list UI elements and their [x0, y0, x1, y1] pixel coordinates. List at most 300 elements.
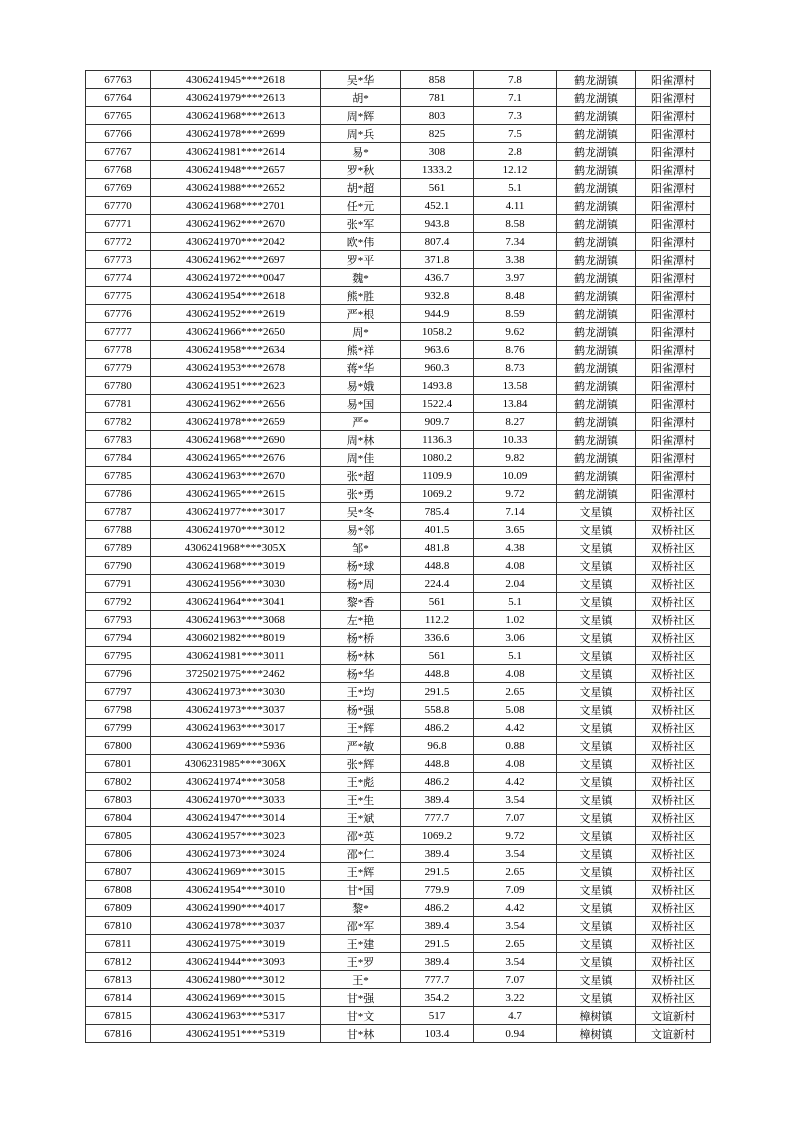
cell-no: 67809	[86, 899, 151, 917]
cell-amount2: 4.08	[474, 665, 557, 683]
cell-amount: 96.8	[401, 737, 474, 755]
cell-town: 文星镇	[557, 935, 636, 953]
table-row	[86, 575, 711, 593]
cell-name: 胡*超	[321, 179, 401, 197]
cell-amount2: 13.84	[474, 395, 557, 413]
cell-village: 双桥社区	[636, 629, 711, 647]
cell-id: 4306241956****3030	[151, 575, 321, 593]
cell-town: 文星镇	[557, 503, 636, 521]
cell-town: 鹤龙湖镇	[557, 359, 636, 377]
cell-no: 67776	[86, 305, 151, 323]
cell-id: 4306241972****0047	[151, 269, 321, 287]
cell-no: 67792	[86, 593, 151, 611]
cell-no: 67811	[86, 935, 151, 953]
cell-name: 吴*冬	[321, 503, 401, 521]
cell-id: 4306241988****2652	[151, 179, 321, 197]
cell-id: 4306241965****2615	[151, 485, 321, 503]
cell-id: 4306241979****2613	[151, 89, 321, 107]
cell-village: 阳雀潭村	[636, 341, 711, 359]
cell-town: 文星镇	[557, 989, 636, 1007]
cell-town: 鹤龙湖镇	[557, 269, 636, 287]
cell-amount: 389.4	[401, 953, 474, 971]
cell-town: 文星镇	[557, 593, 636, 611]
cell-town: 鹤龙湖镇	[557, 485, 636, 503]
cell-id: 4306241951****5319	[151, 1025, 321, 1043]
cell-amount2: 8.59	[474, 305, 557, 323]
cell-amount2: 2.04	[474, 575, 557, 593]
cell-amount: 291.5	[401, 863, 474, 881]
cell-no: 67777	[86, 323, 151, 341]
cell-town: 文星镇	[557, 647, 636, 665]
cell-name: 黎*香	[321, 593, 401, 611]
cell-id: 4306241962****2697	[151, 251, 321, 269]
table-row	[86, 953, 711, 971]
cell-amount: 932.8	[401, 287, 474, 305]
table-row	[86, 935, 711, 953]
cell-amount2: 4.08	[474, 557, 557, 575]
cell-name: 甘*林	[321, 1025, 401, 1043]
table-row	[86, 449, 711, 467]
cell-amount2: 5.1	[474, 179, 557, 197]
cell-amount: 1522.4	[401, 395, 474, 413]
table-row	[86, 161, 711, 179]
cell-amount: 1333.2	[401, 161, 474, 179]
cell-town: 樟树镇	[557, 1025, 636, 1043]
cell-amount: 803	[401, 107, 474, 125]
cell-town: 鹤龙湖镇	[557, 341, 636, 359]
cell-name: 左*艳	[321, 611, 401, 629]
cell-amount2: 8.76	[474, 341, 557, 359]
cell-town: 鹤龙湖镇	[557, 197, 636, 215]
cell-town: 文星镇	[557, 881, 636, 899]
cell-amount: 779.9	[401, 881, 474, 899]
cell-amount2: 2.8	[474, 143, 557, 161]
table-row	[86, 89, 711, 107]
cell-amount: 781	[401, 89, 474, 107]
cell-amount: 825	[401, 125, 474, 143]
cell-village: 阳雀潭村	[636, 197, 711, 215]
cell-name: 杨*球	[321, 557, 401, 575]
cell-amount: 389.4	[401, 917, 474, 935]
table-row	[86, 305, 711, 323]
cell-amount2: 7.5	[474, 125, 557, 143]
cell-id: 4306241968****2613	[151, 107, 321, 125]
table-row	[86, 71, 711, 89]
cell-amount2: 2.65	[474, 683, 557, 701]
cell-no: 67798	[86, 701, 151, 719]
cell-amount2: 4.7	[474, 1007, 557, 1025]
cell-amount: 112.2	[401, 611, 474, 629]
cell-village: 双桥社区	[636, 845, 711, 863]
cell-id: 4306241974****3058	[151, 773, 321, 791]
cell-id: 4306231985****306X	[151, 755, 321, 773]
cell-id: 4306241951****2623	[151, 377, 321, 395]
cell-town: 鹤龙湖镇	[557, 431, 636, 449]
cell-id: 4306241966****2650	[151, 323, 321, 341]
cell-town: 鹤龙湖镇	[557, 395, 636, 413]
cell-village: 双桥社区	[636, 989, 711, 1007]
cell-amount2: 7.1	[474, 89, 557, 107]
cell-town: 鹤龙湖镇	[557, 449, 636, 467]
records-table	[85, 70, 711, 1043]
cell-village: 双桥社区	[636, 863, 711, 881]
cell-amount2: 5.1	[474, 593, 557, 611]
cell-name: 罗*平	[321, 251, 401, 269]
cell-name: 黎*	[321, 899, 401, 917]
table-row	[86, 557, 711, 575]
cell-name: 邵*英	[321, 827, 401, 845]
cell-no: 67770	[86, 197, 151, 215]
cell-id: 4306241953****2678	[151, 359, 321, 377]
cell-amount: 1080.2	[401, 449, 474, 467]
cell-amount: 561	[401, 593, 474, 611]
cell-amount2: 4.11	[474, 197, 557, 215]
cell-amount: 1069.2	[401, 485, 474, 503]
table-row	[86, 413, 711, 431]
cell-name: 杨*华	[321, 665, 401, 683]
cell-name: 易*	[321, 143, 401, 161]
table-row	[86, 359, 711, 377]
table-row	[86, 665, 711, 683]
cell-town: 鹤龙湖镇	[557, 251, 636, 269]
cell-name: 易*国	[321, 395, 401, 413]
cell-amount2: 3.38	[474, 251, 557, 269]
cell-no: 67803	[86, 791, 151, 809]
cell-amount2: 7.8	[474, 71, 557, 89]
cell-village: 双桥社区	[636, 719, 711, 737]
cell-name: 魏*	[321, 269, 401, 287]
cell-amount: 486.2	[401, 719, 474, 737]
cell-town: 文星镇	[557, 719, 636, 737]
cell-town: 文星镇	[557, 755, 636, 773]
cell-town: 文星镇	[557, 773, 636, 791]
cell-name: 熊*胜	[321, 287, 401, 305]
cell-amount: 777.7	[401, 971, 474, 989]
cell-id: 4306241973****3030	[151, 683, 321, 701]
cell-name: 王*辉	[321, 719, 401, 737]
cell-id: 4306241948****2657	[151, 161, 321, 179]
cell-name: 周*	[321, 323, 401, 341]
cell-town: 鹤龙湖镇	[557, 89, 636, 107]
cell-amount: 401.5	[401, 521, 474, 539]
table-row	[86, 971, 711, 989]
cell-village: 阳雀潭村	[636, 431, 711, 449]
cell-village: 阳雀潭村	[636, 467, 711, 485]
cell-amount2: 2.65	[474, 935, 557, 953]
cell-name: 周*林	[321, 431, 401, 449]
cell-id: 4306241978****2659	[151, 413, 321, 431]
table-row	[86, 737, 711, 755]
table-row	[86, 917, 711, 935]
cell-no: 67804	[86, 809, 151, 827]
cell-village: 双桥社区	[636, 575, 711, 593]
cell-amount2: 3.54	[474, 791, 557, 809]
cell-amount2: 7.34	[474, 233, 557, 251]
cell-town: 文星镇	[557, 611, 636, 629]
cell-no: 67814	[86, 989, 151, 1007]
cell-name: 任*元	[321, 197, 401, 215]
cell-amount2: 3.22	[474, 989, 557, 1007]
cell-id: 4306241963****2670	[151, 467, 321, 485]
cell-name: 周*佳	[321, 449, 401, 467]
cell-village: 双桥社区	[636, 701, 711, 719]
cell-town: 鹤龙湖镇	[557, 161, 636, 179]
cell-town: 鹤龙湖镇	[557, 179, 636, 197]
cell-amount: 486.2	[401, 773, 474, 791]
cell-amount2: 0.94	[474, 1025, 557, 1043]
cell-name: 王*建	[321, 935, 401, 953]
cell-town: 文星镇	[557, 575, 636, 593]
cell-name: 易*娥	[321, 377, 401, 395]
cell-no: 67768	[86, 161, 151, 179]
cell-town: 文星镇	[557, 827, 636, 845]
cell-amount2: 10.33	[474, 431, 557, 449]
cell-id: 4306241963****3017	[151, 719, 321, 737]
cell-name: 王*斌	[321, 809, 401, 827]
cell-amount2: 8.27	[474, 413, 557, 431]
cell-village: 阳雀潭村	[636, 215, 711, 233]
cell-village: 阳雀潭村	[636, 395, 711, 413]
cell-village: 阳雀潭村	[636, 107, 711, 125]
cell-amount2: 4.38	[474, 539, 557, 557]
cell-no: 67773	[86, 251, 151, 269]
cell-name: 严*	[321, 413, 401, 431]
cell-village: 双桥社区	[636, 503, 711, 521]
cell-village: 双桥社区	[636, 683, 711, 701]
table-row	[86, 341, 711, 359]
cell-village: 双桥社区	[636, 521, 711, 539]
cell-id: 4306241978****3037	[151, 917, 321, 935]
cell-village: 双桥社区	[636, 791, 711, 809]
table-row	[86, 377, 711, 395]
cell-amount: 291.5	[401, 683, 474, 701]
cell-amount2: 5.1	[474, 647, 557, 665]
cell-amount2: 0.88	[474, 737, 557, 755]
cell-no: 67795	[86, 647, 151, 665]
cell-id: 4306241947****3014	[151, 809, 321, 827]
cell-name: 王*	[321, 971, 401, 989]
cell-amount: 481.8	[401, 539, 474, 557]
cell-no: 67796	[86, 665, 151, 683]
cell-amount: 436.7	[401, 269, 474, 287]
table-row	[86, 539, 711, 557]
cell-amount: 1109.9	[401, 467, 474, 485]
cell-name: 张*超	[321, 467, 401, 485]
cell-village: 双桥社区	[636, 539, 711, 557]
cell-amount: 354.2	[401, 989, 474, 1007]
cell-amount2: 7.09	[474, 881, 557, 899]
cell-amount: 944.9	[401, 305, 474, 323]
cell-name: 杨*林	[321, 647, 401, 665]
cell-amount: 389.4	[401, 845, 474, 863]
cell-id: 4306241962****2670	[151, 215, 321, 233]
table-row	[86, 881, 711, 899]
table-row	[86, 863, 711, 881]
cell-town: 鹤龙湖镇	[557, 413, 636, 431]
table-row	[86, 287, 711, 305]
cell-no: 67781	[86, 395, 151, 413]
cell-village: 双桥社区	[636, 665, 711, 683]
cell-amount2: 10.09	[474, 467, 557, 485]
table-row	[86, 827, 711, 845]
cell-town: 文星镇	[557, 791, 636, 809]
cell-amount2: 7.07	[474, 971, 557, 989]
cell-name: 杨*桥	[321, 629, 401, 647]
table-row	[86, 809, 711, 827]
cell-amount: 785.4	[401, 503, 474, 521]
cell-town: 文星镇	[557, 521, 636, 539]
cell-village: 阳雀潭村	[636, 305, 711, 323]
cell-amount2: 5.08	[474, 701, 557, 719]
table-row	[86, 647, 711, 665]
cell-id: 3725021975****2462	[151, 665, 321, 683]
cell-village: 阳雀潭村	[636, 179, 711, 197]
cell-no: 67766	[86, 125, 151, 143]
cell-amount: 308	[401, 143, 474, 161]
cell-village: 双桥社区	[636, 917, 711, 935]
cell-amount: 1136.3	[401, 431, 474, 449]
cell-village: 双桥社区	[636, 953, 711, 971]
cell-no: 67778	[86, 341, 151, 359]
cell-name: 王*彪	[321, 773, 401, 791]
cell-amount2: 3.97	[474, 269, 557, 287]
cell-village: 双桥社区	[636, 971, 711, 989]
table-row	[86, 719, 711, 737]
cell-amount2: 8.58	[474, 215, 557, 233]
table-row	[86, 1025, 711, 1043]
cell-id: 4306241963****5317	[151, 1007, 321, 1025]
table-row	[86, 125, 711, 143]
cell-name: 邹*	[321, 539, 401, 557]
cell-town: 文星镇	[557, 863, 636, 881]
cell-id: 4306241970****3033	[151, 791, 321, 809]
cell-town: 文星镇	[557, 809, 636, 827]
cell-amount: 558.8	[401, 701, 474, 719]
cell-id: 4306021982****8019	[151, 629, 321, 647]
cell-id: 4306241973****3024	[151, 845, 321, 863]
cell-id: 4306241964****3041	[151, 593, 321, 611]
table-row	[86, 251, 711, 269]
cell-amount: 1493.8	[401, 377, 474, 395]
cell-town: 鹤龙湖镇	[557, 125, 636, 143]
cell-amount: 389.4	[401, 791, 474, 809]
table-row	[86, 1007, 711, 1025]
cell-town: 文星镇	[557, 953, 636, 971]
cell-town: 鹤龙湖镇	[557, 107, 636, 125]
cell-name: 杨*强	[321, 701, 401, 719]
cell-amount: 963.6	[401, 341, 474, 359]
cell-village: 阳雀潭村	[636, 323, 711, 341]
cell-amount: 1069.2	[401, 827, 474, 845]
cell-amount2: 8.48	[474, 287, 557, 305]
cell-id: 4306241970****3012	[151, 521, 321, 539]
cell-id: 4306241970****2042	[151, 233, 321, 251]
cell-amount: 1058.2	[401, 323, 474, 341]
table-row	[86, 989, 711, 1007]
cell-amount: 452.1	[401, 197, 474, 215]
cell-name: 严*敏	[321, 737, 401, 755]
cell-amount: 103.4	[401, 1025, 474, 1043]
cell-village: 文谊新村	[636, 1007, 711, 1025]
cell-amount: 777.7	[401, 809, 474, 827]
cell-no: 67774	[86, 269, 151, 287]
table-row	[86, 521, 711, 539]
cell-name: 周*辉	[321, 107, 401, 125]
cell-no: 67801	[86, 755, 151, 773]
cell-name: 易*邻	[321, 521, 401, 539]
cell-village: 阳雀潭村	[636, 89, 711, 107]
table-row	[86, 485, 711, 503]
cell-amount2: 7.3	[474, 107, 557, 125]
cell-name: 甘*文	[321, 1007, 401, 1025]
table-row	[86, 233, 711, 251]
cell-village: 阳雀潭村	[636, 287, 711, 305]
cell-village: 双桥社区	[636, 557, 711, 575]
cell-name: 杨*周	[321, 575, 401, 593]
cell-no: 67797	[86, 683, 151, 701]
cell-name: 张*辉	[321, 755, 401, 773]
cell-amount2: 3.54	[474, 845, 557, 863]
cell-village: 阳雀潭村	[636, 71, 711, 89]
cell-id: 4306241980****3012	[151, 971, 321, 989]
cell-name: 甘*国	[321, 881, 401, 899]
cell-amount2: 4.08	[474, 755, 557, 773]
table-row	[86, 323, 711, 341]
cell-town: 文星镇	[557, 845, 636, 863]
records-table-body	[86, 71, 711, 1043]
cell-amount: 858	[401, 71, 474, 89]
cell-id: 4306241969****3015	[151, 863, 321, 881]
cell-village: 阳雀潭村	[636, 161, 711, 179]
cell-name: 熊*祥	[321, 341, 401, 359]
cell-no: 67813	[86, 971, 151, 989]
cell-name: 王*罗	[321, 953, 401, 971]
cell-id: 4306241975****3019	[151, 935, 321, 953]
table-row	[86, 593, 711, 611]
table-row	[86, 395, 711, 413]
cell-id: 4306241968****2701	[151, 197, 321, 215]
cell-amount2: 9.62	[474, 323, 557, 341]
cell-name: 周*兵	[321, 125, 401, 143]
cell-amount2: 1.02	[474, 611, 557, 629]
cell-village: 双桥社区	[636, 755, 711, 773]
cell-id: 4306241958****2634	[151, 341, 321, 359]
cell-id: 4306241977****3017	[151, 503, 321, 521]
cell-id: 4306241954****3010	[151, 881, 321, 899]
cell-amount2: 4.42	[474, 773, 557, 791]
cell-village: 双桥社区	[636, 611, 711, 629]
cell-id: 4306241968****2690	[151, 431, 321, 449]
cell-amount2: 9.72	[474, 827, 557, 845]
cell-name: 严*根	[321, 305, 401, 323]
cell-village: 双桥社区	[636, 593, 711, 611]
cell-no: 67791	[86, 575, 151, 593]
cell-no: 67763	[86, 71, 151, 89]
cell-amount2: 3.54	[474, 917, 557, 935]
cell-amount2: 7.07	[474, 809, 557, 827]
cell-town: 文星镇	[557, 539, 636, 557]
cell-village: 阳雀潭村	[636, 233, 711, 251]
table-row	[86, 503, 711, 521]
cell-no: 67771	[86, 215, 151, 233]
cell-no: 67800	[86, 737, 151, 755]
cell-town: 鹤龙湖镇	[557, 323, 636, 341]
cell-village: 阳雀潭村	[636, 143, 711, 161]
cell-town: 文星镇	[557, 557, 636, 575]
cell-amount: 960.3	[401, 359, 474, 377]
cell-village: 双桥社区	[636, 809, 711, 827]
cell-no: 67794	[86, 629, 151, 647]
